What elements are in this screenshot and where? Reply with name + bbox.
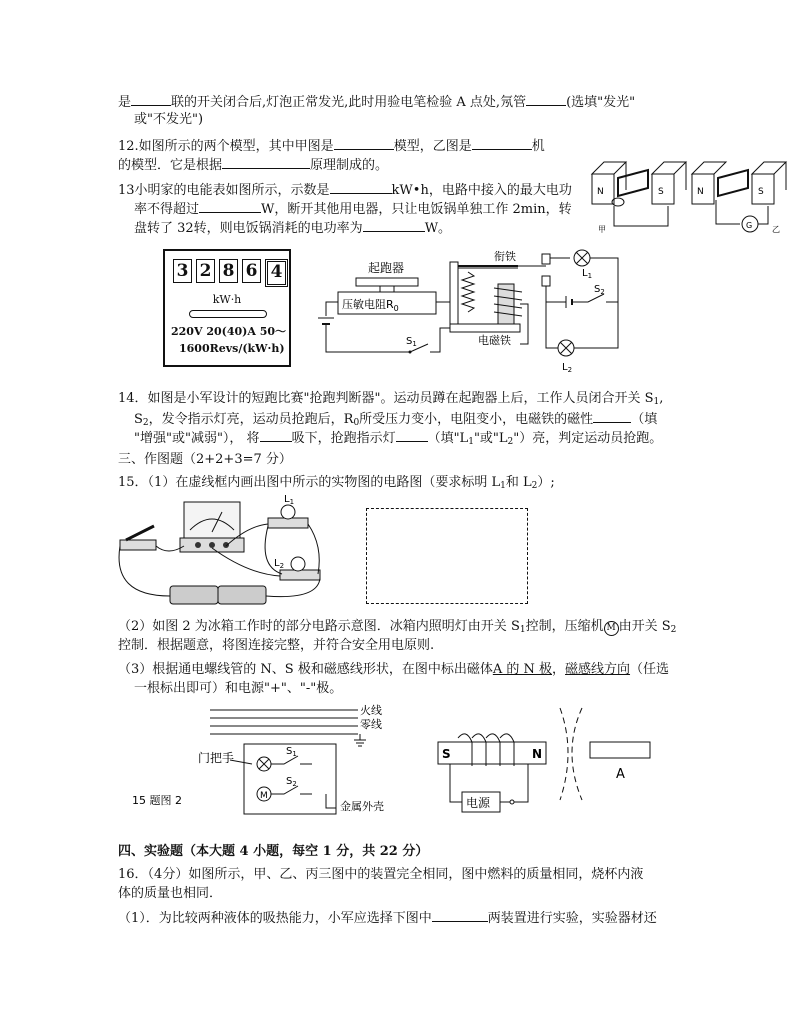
svg-text:S1: $S_1$ xyxy=(406,336,417,348)
svg-text:S2: $S_2$ xyxy=(286,776,297,788)
answer-blank[interactable] xyxy=(472,136,532,150)
svg-text:起跑器: 起跑器 xyxy=(368,261,405,275)
q15-part1: 15．（1）在虚线框内画出图中所示的实物图的电路图（要求标明 $L_1$和 $L_2$）; xyxy=(118,475,555,491)
answer-blank[interactable] xyxy=(222,155,310,169)
section-4-heading: 四、实验题（本大题 4 小题，每空 1 分，共 22 分） xyxy=(118,844,429,859)
svg-text:衔铁: 衔铁 xyxy=(494,250,516,263)
svg-text:L2: $L_2$ xyxy=(562,362,573,374)
svg-text:S: S xyxy=(658,187,664,197)
svg-text:15 题图 2: 15 题图 2 xyxy=(132,794,182,807)
q13-line2: 率不得超过 W，断开其他用电器，只让电饭锅单独工作 2min，转 xyxy=(134,199,572,219)
q12-line1: 12.如图所示的两个模型，其中甲图是 模型，乙图是 机 xyxy=(118,136,545,156)
q12-model-figures xyxy=(588,148,778,238)
answer-blank[interactable] xyxy=(260,428,292,442)
svg-text:金属外壳: 金属外壳 xyxy=(340,800,384,813)
svg-text:A: A xyxy=(616,767,625,782)
svg-text:L1: $L_1$ xyxy=(582,268,593,280)
meter-digit: 3 xyxy=(173,259,192,283)
meter-dial-window xyxy=(189,310,267,318)
q15-part3-line1: （3）根据通电螺线管的 N、S 极和磁感线形状，在图中标出磁体A 的 N 极，磁感线方向（任选 xyxy=(118,662,670,677)
q15-fridge-circuit xyxy=(120,704,420,820)
q13-line3: 盘转了 32转，则电饭锅消耗的电功率为 W。 xyxy=(134,218,451,238)
svg-text:S1: $S_1$ xyxy=(286,746,297,758)
q14-line1: 14．如图是小军设计的短跑比赛"抢跑判断器"。运动员蹲在起跑器上后，工作人员闭合开关 $S_1$, xyxy=(118,391,664,407)
figure-jia xyxy=(592,162,686,234)
svg-text:门把手: 门把手 xyxy=(198,751,235,765)
answer-blank[interactable] xyxy=(334,136,394,150)
answer-blank[interactable] xyxy=(330,180,392,194)
q15-part2-line2: 控制．根据题意，将图连接完整，并符合安全用电原则. xyxy=(118,638,435,653)
answer-blank[interactable] xyxy=(199,199,261,213)
answer-blank[interactable] xyxy=(432,908,488,922)
q13-line1: 13小明家的电能表如图所示，示数是 kW•h，电路中接入的最大电功 xyxy=(118,180,572,200)
svg-text:L1: $L_1$ xyxy=(284,494,295,506)
meter-unit: kW·h xyxy=(212,293,242,306)
q15-solenoid-figure xyxy=(436,704,686,816)
motor-icon: M xyxy=(604,621,619,636)
meter-spec-2: 1600Revs/(kW·h) xyxy=(179,342,285,355)
q15-part3-line2: 一根标出即可）和电源"+"、"-"极。 xyxy=(134,681,343,696)
svg-text:电源: 电源 xyxy=(466,796,491,810)
meter-spec-1: 220V 20(40)A 50～ xyxy=(171,325,287,338)
svg-text:乙: 乙 xyxy=(772,225,780,234)
svg-text:火线: 火线 xyxy=(360,704,382,717)
meter-digit: 6 xyxy=(242,259,261,283)
q14-line2: $S_2$，发令指示灯亮，运动员抢跑后，$R_0$所受压力变小，电阻变小，电磁铁的磁性 （填 xyxy=(134,409,657,432)
svg-text:零线: 零线 xyxy=(360,718,382,731)
figure-yi xyxy=(692,162,786,234)
q15-physical-circuit xyxy=(118,496,338,608)
q12-line2: 的模型．它是根据 原理制成的。 xyxy=(118,155,388,175)
q16-line1: 16．（4分）如图所示，甲、乙、丙三图中的装置完全相同，图中燃料的质量相同，烧杯内液 xyxy=(118,867,644,882)
q16-line3: （1）．为比较两种液体的吸热能力，小军应选择下图中 两装置进行实验，实验器材还 xyxy=(118,908,657,928)
svg-text:L2: $L_2$ xyxy=(274,558,285,570)
answer-blank[interactable] xyxy=(526,92,566,106)
svg-text:N: N xyxy=(597,187,604,197)
energy-meter xyxy=(163,249,291,367)
answer-blank[interactable] xyxy=(396,428,428,442)
svg-text:N: N xyxy=(532,747,543,761)
svg-text:S: S xyxy=(758,187,764,197)
svg-text:G: G xyxy=(746,221,753,230)
q14-line3: "增强"或"减弱"）， 将 吸下，抢跑指示灯 （填"$L_1$"或"$L_2$"）亮，判定运动员抢跑。 xyxy=(134,428,662,451)
q14-circuit-figure xyxy=(318,244,638,374)
answer-blank[interactable] xyxy=(131,92,171,106)
svg-text:N: N xyxy=(697,187,704,197)
answer-drawing-box[interactable] xyxy=(366,508,528,604)
svg-text:甲: 甲 xyxy=(598,225,606,234)
q11-line1: 是 联的开关闭合后,灯泡正常发光,此时用验电笔检验 A 点处,氖管 (选填"发光" xyxy=(118,92,635,112)
answer-blank[interactable] xyxy=(593,409,631,423)
section-3-heading: 三、作图题（2+2+3=7 分） xyxy=(118,452,292,467)
q16-line2: 体的质量也相同． xyxy=(118,886,223,901)
q15-part2-line1: （2）如图 2 为冰箱工作时的部分电路示意图．冰箱内照明灯由开关 $S_1$控制，压缩机 M 由开关 $S_2$ xyxy=(118,619,677,635)
svg-text:M: M xyxy=(260,791,268,801)
meter-display xyxy=(173,259,288,287)
q11-line2: 或"不发光") xyxy=(134,112,204,127)
svg-text:电磁铁: 电磁铁 xyxy=(478,334,511,347)
meter-digit: 2 xyxy=(196,259,215,283)
svg-text:压敏电阻R0: 压敏电阻$R_0$ xyxy=(342,298,399,313)
svg-text:S2: $S_2$ xyxy=(594,284,605,296)
answer-blank[interactable] xyxy=(363,218,425,232)
svg-text:S: S xyxy=(442,747,451,761)
meter-digit: 8 xyxy=(219,259,238,283)
meter-digit-last: 4 xyxy=(265,259,288,287)
